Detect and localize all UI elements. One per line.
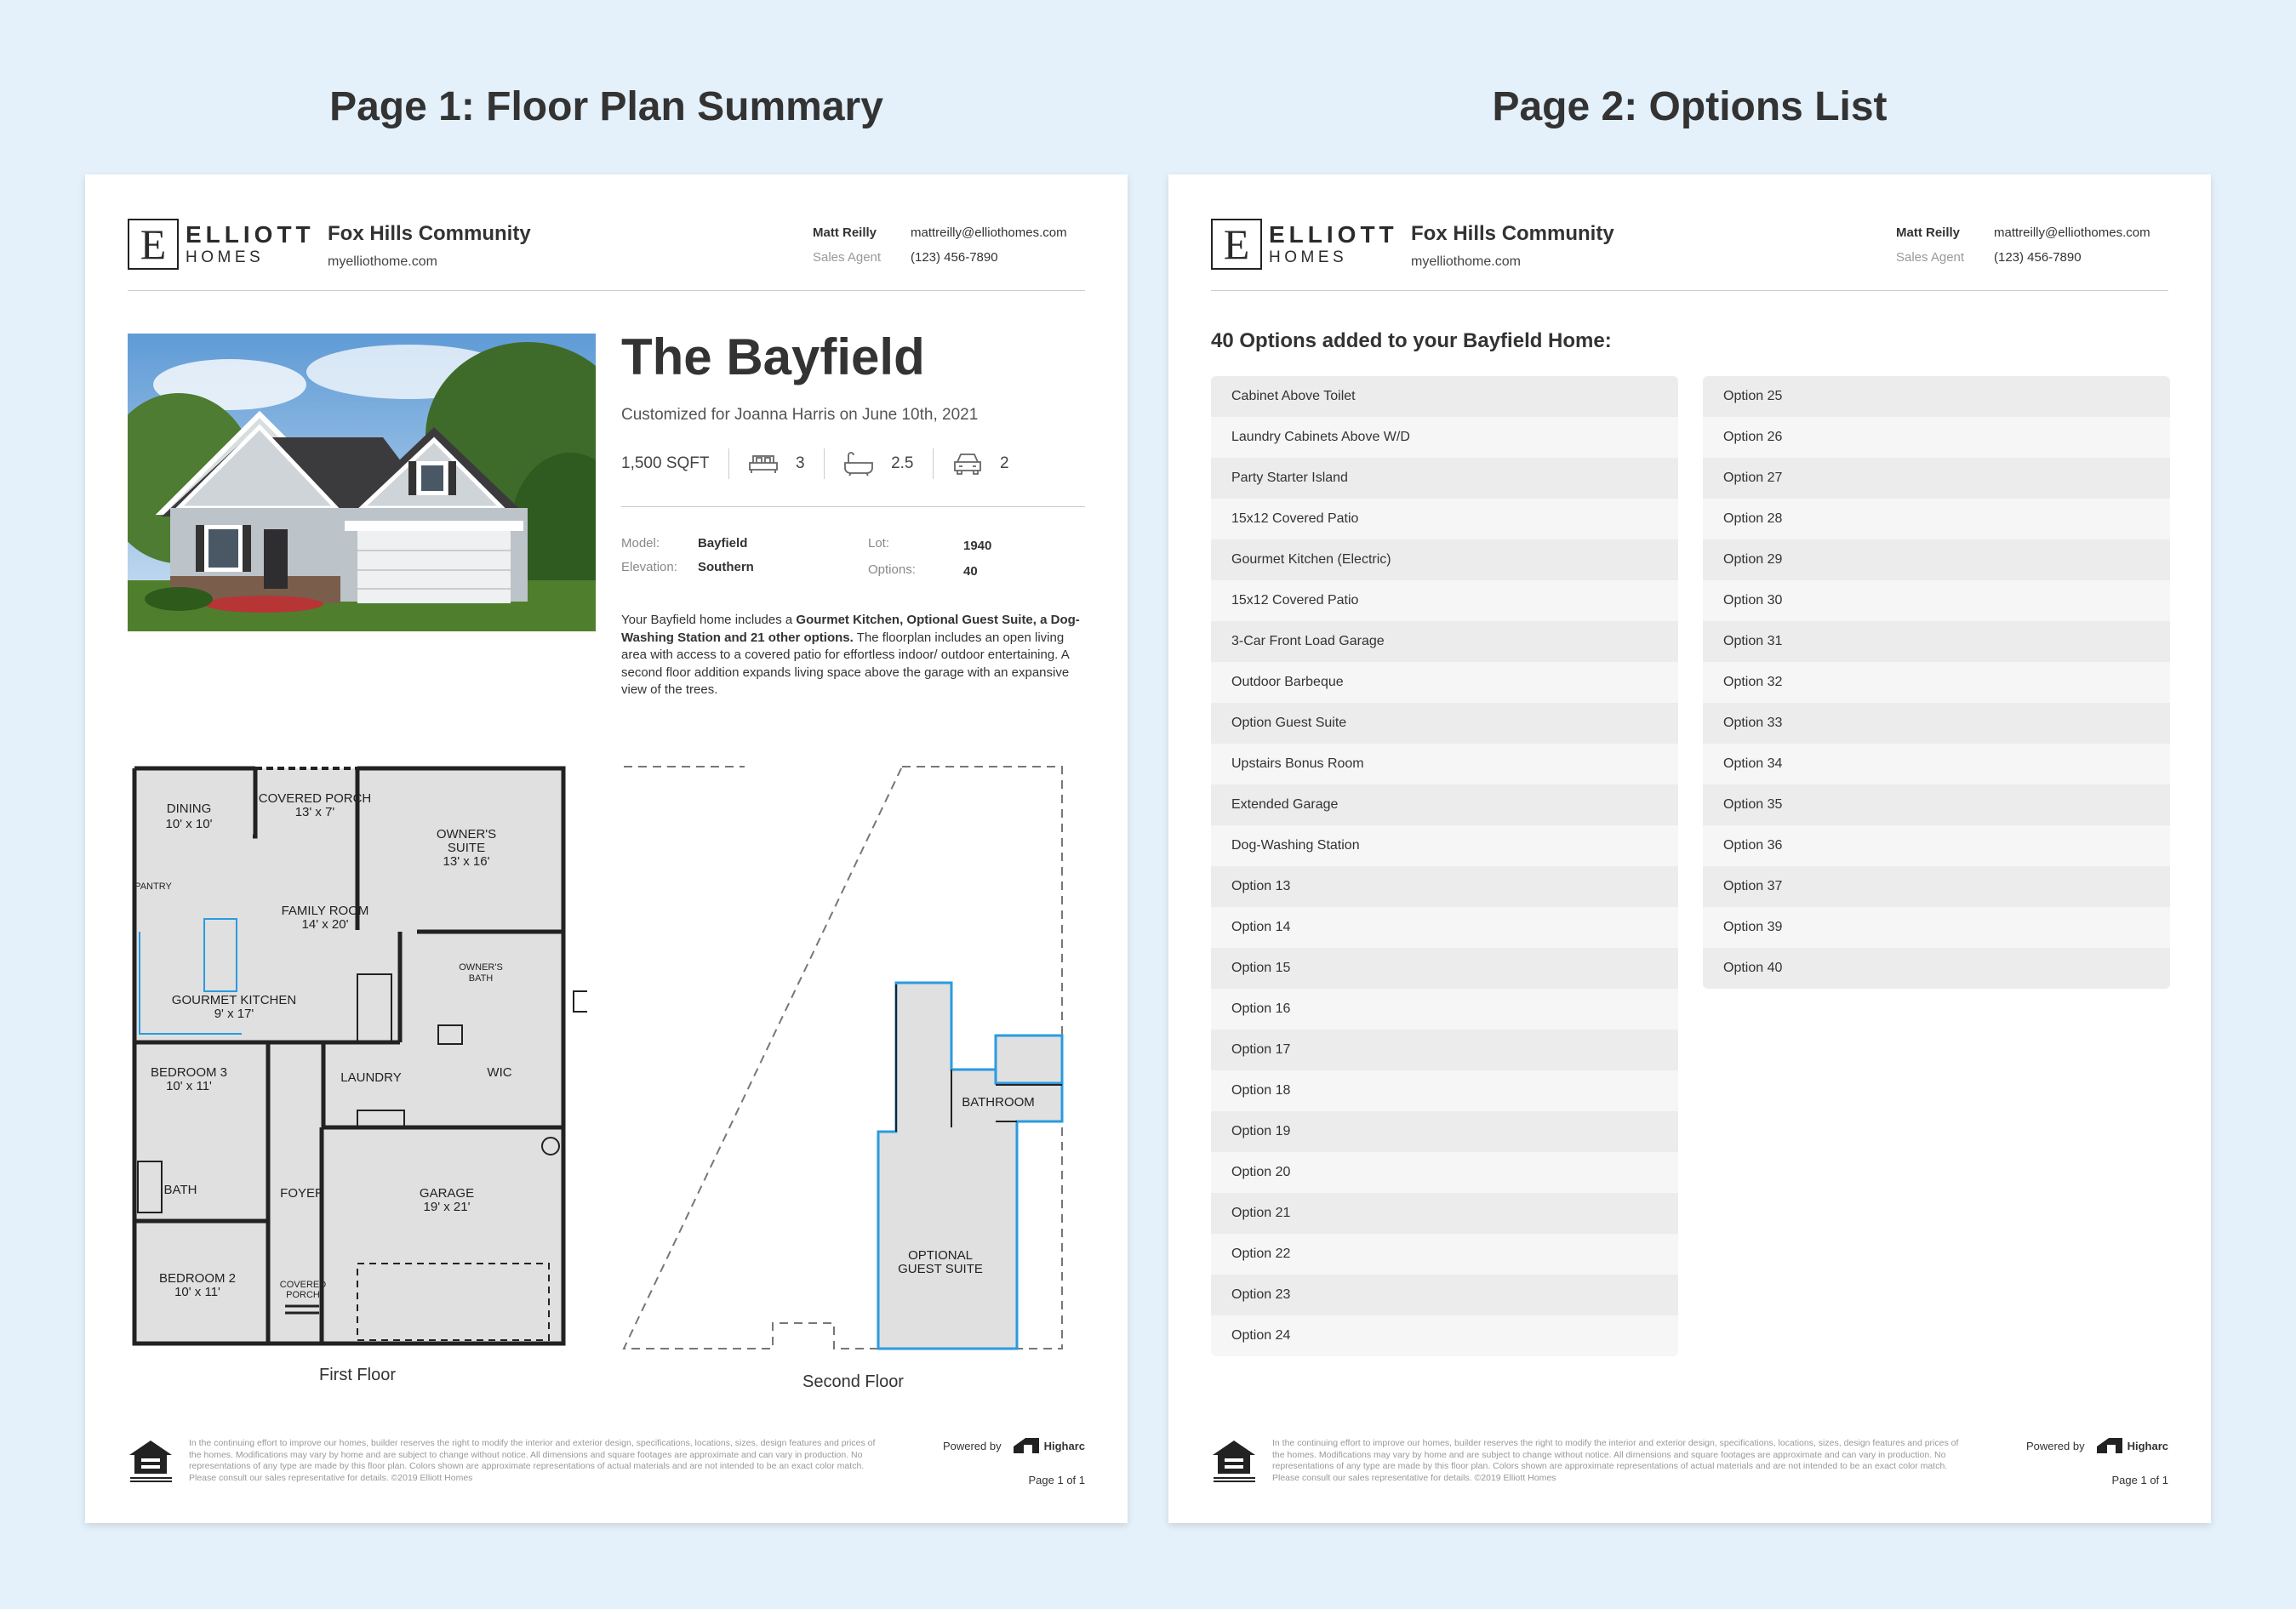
stats-divider xyxy=(621,506,1085,507)
room-foyer: FOYER xyxy=(280,1186,324,1201)
agent-role: Sales Agent xyxy=(1896,250,1965,265)
room-wic: WIC xyxy=(487,1065,512,1080)
legal-disclaimer: In the continuing effort to improve our homes, builder reserves the right to modify the interior and exterior design, specifications, locations, sizes, design features and prices of the homes. Modifications may vary by home and are subject to change without notice. All dimensions and square footages are approximate and can vary in production. No representations of any type are made by this floor plan. Colors shown are approximate representations of actual materials and are not intended to be an exact color match. Please consult our sales representative for details. ©2019 Elliott Homes xyxy=(1272,1438,1959,1483)
logo-word2: HOMES xyxy=(1269,248,1348,266)
option-list-item: Cabinet Above Toilet xyxy=(1211,376,1678,417)
option-list-item: Option 13 xyxy=(1211,866,1678,907)
lot-label: Lot: xyxy=(868,536,890,551)
room-bedroom-2-dim: 10' x 11' xyxy=(174,1285,220,1299)
room-family-dim: 14' x 20' xyxy=(301,917,349,932)
page-floor-plan-summary xyxy=(85,174,1128,1523)
bath-icon xyxy=(843,451,874,476)
desc-highlight: Gourmet Kitchen, Optional Guest Suite, a Dog-Washing Station and 21 other options. xyxy=(621,613,1080,645)
equal-housing-icon xyxy=(1211,1438,1258,1485)
room-laundry: LAUNDRY xyxy=(340,1070,402,1085)
elliott-homes-logo xyxy=(128,219,315,270)
header-divider xyxy=(1211,290,2168,291)
community-url[interactable]: myelliothome.com xyxy=(328,254,437,269)
option-list-item: Party Starter Island xyxy=(1211,458,1678,499)
agent-name: Matt Reilly xyxy=(1896,225,1961,240)
option-list-item: Gourmet Kitchen (Electric) xyxy=(1211,539,1678,580)
option-list-item: Option 17 xyxy=(1211,1030,1678,1070)
options-title: 40 Options added to your Bayfield Home: xyxy=(1211,329,1612,352)
elevation-value: Southern xyxy=(698,560,754,574)
first-floor-label: First Floor xyxy=(319,1366,396,1384)
option-list-item: 3-Car Front Load Garage xyxy=(1211,621,1678,662)
community-name: Fox Hills Community xyxy=(1411,222,1614,245)
agent-phone[interactable]: (123) 456-7890 xyxy=(1994,250,2082,265)
logo-mark: E xyxy=(1211,219,1262,270)
page-options-list xyxy=(1168,174,2211,1523)
page1-header: Page 1: Floor Plan Summary xyxy=(329,84,883,129)
agent-role: Sales Agent xyxy=(813,250,882,265)
option-list-item: Option Guest Suite xyxy=(1211,703,1678,744)
option-list-item: 15x12 Covered Patio xyxy=(1211,580,1678,621)
room-owners-suite-2: SUITE xyxy=(447,841,486,855)
room-pantry: PANTRY xyxy=(134,882,172,892)
powered-by-label: Powered by xyxy=(2025,1439,2085,1452)
lot-value: 1940 xyxy=(963,539,992,553)
powered-by-label: Powered by xyxy=(942,1439,1002,1452)
first-floor-plan xyxy=(128,762,587,1357)
garage-car-icon xyxy=(952,452,983,476)
options-list-column-2 xyxy=(1703,376,2170,989)
option-list-item: Option 27 xyxy=(1703,458,2170,499)
customized-for: Customized for Joanna Harris on June 10th, 2021 xyxy=(621,406,979,424)
home-title: The Bayfield xyxy=(621,328,925,385)
option-list-item: Option 37 xyxy=(1703,866,2170,907)
room-owners-bath-2: BATH xyxy=(468,973,494,984)
logo-word2: HOMES xyxy=(186,248,265,266)
higharc-logo-icon xyxy=(2097,1438,2122,1453)
room-owners-suite-1: OWNER'S xyxy=(436,827,497,842)
model-label: Model: xyxy=(621,536,660,551)
room-bedroom-3: BEDROOM 3 xyxy=(150,1065,228,1080)
option-list-item: Option 28 xyxy=(1703,499,2170,539)
room-garage-dim: 19' x 21' xyxy=(423,1200,471,1214)
option-list-item: Dog-Washing Station xyxy=(1211,825,1678,866)
elevation-label: Elevation: xyxy=(621,560,677,574)
option-list-item: Option 35 xyxy=(1703,785,2170,825)
option-list-item: Option 16 xyxy=(1211,989,1678,1030)
option-list-item: Option 15 xyxy=(1211,948,1678,989)
options-label: Options: xyxy=(868,562,916,577)
options-value: 40 xyxy=(963,564,978,579)
room-garage: GARAGE xyxy=(419,1186,475,1201)
baths-count: 2.5 xyxy=(891,454,914,472)
room-bedroom-2: BEDROOM 2 xyxy=(158,1271,237,1286)
option-list-item: Option 33 xyxy=(1703,703,2170,744)
house-photo xyxy=(128,334,596,631)
option-list-item: 15x12 Covered Patio xyxy=(1211,499,1678,539)
header-divider xyxy=(128,290,1085,291)
higharc-name: Higharc xyxy=(2127,1439,2168,1452)
higharc-logo-icon xyxy=(1014,1438,1039,1453)
model-value: Bayfield xyxy=(698,536,748,551)
room-kitchen-dim: 9' x 17' xyxy=(214,1007,254,1021)
desc-text: The floorplan includes an open living area with access to a covered patio for effortless indoor/ outdoor entertaining. A second floor addition expands living space above the garage with an expansive view of the trees. xyxy=(621,630,1070,697)
option-list-item: Option 22 xyxy=(1211,1234,1678,1275)
option-list-item: Laundry Cabinets Above W/D xyxy=(1211,417,1678,458)
divider xyxy=(933,448,934,479)
option-list-item: Outdoor Barbeque xyxy=(1211,662,1678,703)
powered-by xyxy=(2026,1438,2168,1453)
page-number: Page 1 of 1 xyxy=(1028,1474,1085,1486)
divider xyxy=(728,448,730,479)
bed-icon xyxy=(748,453,779,475)
option-list-item: Option 20 xyxy=(1211,1152,1678,1193)
second-floor-plan xyxy=(621,762,1085,1357)
second-floor-label: Second Floor xyxy=(802,1372,904,1391)
logo-mark: E xyxy=(128,219,179,270)
legal-disclaimer: In the continuing effort to improve our homes, builder reserves the right to modify the interior and exterior design, specifications, locations, sizes, design features and prices of the homes. Modifications may vary by home and are subject to change without notice. All dimensions and square footages are approximate and can vary in production. No representations of any type are made by this floor plan. Colors shown are approximate representations of actual materials and are not intended to be an exact color match. Please consult our sales representative for details. ©2019 Elliott Homes xyxy=(189,1438,876,1483)
option-list-item: Option 25 xyxy=(1703,376,2170,417)
option-list-item: Option 40 xyxy=(1703,948,2170,989)
option-list-item: Option 29 xyxy=(1703,539,2170,580)
page2-header: Page 2: Options List xyxy=(1492,84,1888,129)
room-owners-bath-1: OWNER'S xyxy=(459,962,503,973)
beds-count: 3 xyxy=(796,454,805,472)
option-list-item: Option 30 xyxy=(1703,580,2170,621)
option-list-item: Option 21 xyxy=(1211,1193,1678,1234)
option-list-item: Option 32 xyxy=(1703,662,2170,703)
elliott-homes-logo xyxy=(1211,219,1398,270)
room-bedroom-3-dim: 10' x 11' xyxy=(166,1079,212,1093)
agent-name: Matt Reilly xyxy=(813,225,877,240)
page-number: Page 1 of 1 xyxy=(2111,1474,2168,1486)
option-list-item: Option 24 xyxy=(1211,1315,1678,1356)
room-covered-porch-front-2: PORCH xyxy=(286,1290,320,1300)
room-bath: BATH xyxy=(163,1183,197,1197)
room-optional-guest-suite-1: OPTIONAL xyxy=(908,1248,973,1263)
options-list-column-1 xyxy=(1211,376,1678,1356)
room-dining: DINING xyxy=(166,802,212,816)
option-list-item: Option 19 xyxy=(1211,1111,1678,1152)
room-kitchen: GOURMET KITCHEN xyxy=(171,993,297,1007)
option-list-item: Option 23 xyxy=(1211,1275,1678,1315)
garage-count: 2 xyxy=(1000,454,1009,472)
community-url[interactable]: myelliothome.com xyxy=(1411,254,1521,269)
home-stats xyxy=(621,447,1009,481)
option-list-item: Option 14 xyxy=(1211,907,1678,948)
room-family: FAMILY ROOM xyxy=(281,904,369,918)
room-dining-dim: 10' x 10' xyxy=(165,817,213,831)
sqft: 1,500 SQFT xyxy=(621,454,710,472)
room-optional-guest-suite-2: GUEST SUITE xyxy=(898,1262,983,1276)
option-list-item: Extended Garage xyxy=(1211,785,1678,825)
option-list-item: Option 26 xyxy=(1703,417,2170,458)
option-list-item: Option 18 xyxy=(1211,1070,1678,1111)
higharc-name: Higharc xyxy=(1043,1439,1085,1452)
option-list-item: Option 34 xyxy=(1703,744,2170,785)
option-list-item: Option 36 xyxy=(1703,825,2170,866)
option-list-item: Option 39 xyxy=(1703,907,2170,948)
room-covered-porch-front-1: COVERED xyxy=(279,1280,327,1290)
agent-email[interactable]: mattreilly@elliothomes.com xyxy=(911,225,1067,240)
desc-text: Your Bayfield home includes a xyxy=(621,613,797,627)
powered-by xyxy=(943,1438,1085,1453)
option-list-item: Option 31 xyxy=(1703,621,2170,662)
option-list-item: Upstairs Bonus Room xyxy=(1211,744,1678,785)
community-name: Fox Hills Community xyxy=(328,222,531,245)
logo-word1: ELLIOTT xyxy=(186,221,315,248)
agent-phone[interactable]: (123) 456-7890 xyxy=(911,250,998,265)
room-bathroom: BATHROOM xyxy=(962,1095,1035,1110)
equal-housing-icon xyxy=(128,1438,174,1485)
room-covered-porch: COVERED PORCH xyxy=(258,791,372,806)
room-covered-porch-dim: 13' x 7' xyxy=(294,805,335,819)
divider xyxy=(824,448,825,479)
home-description xyxy=(621,612,1085,699)
room-owners-suite-dim: 13' x 16' xyxy=(443,854,490,869)
logo-word1: ELLIOTT xyxy=(1269,221,1398,248)
agent-email[interactable]: mattreilly@elliothomes.com xyxy=(1994,225,2150,240)
